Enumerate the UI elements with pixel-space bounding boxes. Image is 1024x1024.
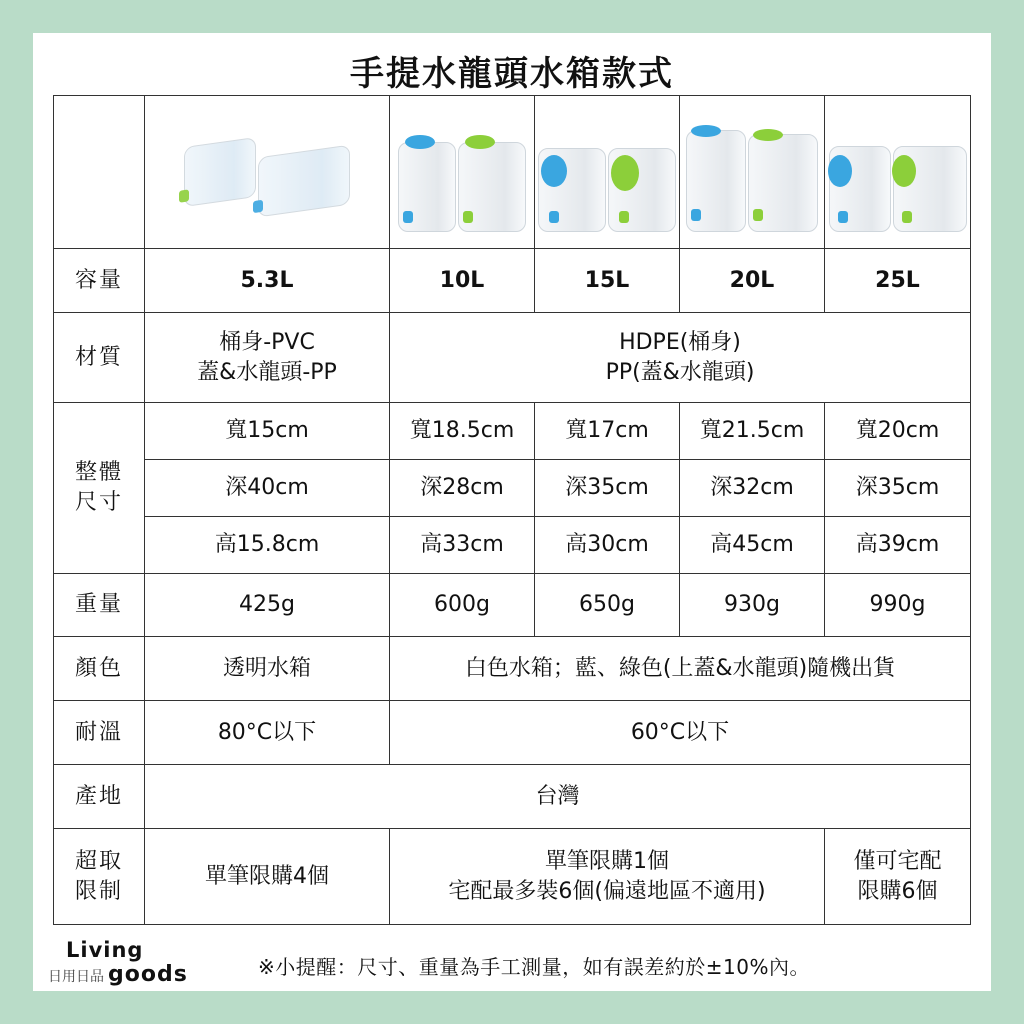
depth-value: 深40cm	[145, 460, 390, 517]
capacity-value: 15L	[535, 249, 680, 313]
photo-row	[54, 96, 971, 249]
dimension-height-row	[54, 517, 971, 574]
weight-value: 990g	[825, 574, 971, 637]
capacity-value: 10L	[390, 249, 535, 313]
weight-value: 600g	[390, 574, 535, 637]
logo-line2	[48, 962, 188, 987]
heat-large: 60°C以下	[390, 701, 971, 765]
origin-row	[54, 765, 971, 829]
color-label: 顏色	[54, 637, 145, 701]
spec-table	[53, 95, 971, 925]
corner-cell	[54, 96, 145, 249]
material-large: HDPE(桶身) PP(蓋&水龍頭)	[390, 313, 971, 403]
weight-value: 930g	[680, 574, 825, 637]
heat-label: 耐溫	[54, 701, 145, 765]
weight-label: 重量	[54, 574, 145, 637]
limit-mid: 單筆限購1個 宅配最多裝6個(偏遠地區不適用)	[390, 829, 825, 925]
material-label: 材質	[54, 313, 145, 403]
dimension-depth-row	[54, 460, 971, 517]
photo-15l	[535, 96, 680, 249]
photo-10l	[390, 96, 535, 249]
weight-value: 650g	[535, 574, 680, 637]
dimensions-label: 整體 尺寸	[54, 403, 145, 574]
width-value: 寬17cm	[535, 403, 680, 460]
height-value: 高45cm	[680, 517, 825, 574]
brand-logo	[48, 938, 188, 987]
limit-large: 僅可宅配 限購6個	[825, 829, 971, 925]
capacity-label: 容量	[54, 249, 145, 313]
depth-value: 深28cm	[390, 460, 535, 517]
logo-line1: Living	[66, 938, 144, 962]
logo-en: goods	[108, 962, 188, 987]
weight-row	[54, 574, 971, 637]
logo-cn: 日用日品	[48, 969, 104, 985]
limit-label: 超取 限制	[54, 829, 145, 925]
photo-20l	[680, 96, 825, 249]
width-value: 寬21.5cm	[680, 403, 825, 460]
color-small: 透明水箱	[145, 637, 390, 701]
width-value: 寬15cm	[145, 403, 390, 460]
footer-note: ※小提醒：尺寸、重量為手工測量，如有誤差約於±10%內。	[258, 955, 810, 979]
heat-row	[54, 701, 971, 765]
capacity-row	[54, 249, 971, 313]
origin-label: 產地	[54, 765, 145, 829]
color-row	[54, 637, 971, 701]
heat-small: 80°C以下	[145, 701, 390, 765]
capacity-value: 25L	[825, 249, 971, 313]
depth-value: 深35cm	[535, 460, 680, 517]
height-value: 高33cm	[390, 517, 535, 574]
depth-value: 深35cm	[825, 460, 971, 517]
height-value: 高39cm	[825, 517, 971, 574]
origin-value: 台灣	[145, 765, 971, 829]
capacity-value: 20L	[680, 249, 825, 313]
width-value: 寬20cm	[825, 403, 971, 460]
limit-small: 單筆限購4個	[145, 829, 390, 925]
photo-25l	[825, 96, 971, 249]
material-small: 桶身-PVC 蓋&水龍頭-PP	[145, 313, 390, 403]
photo-5-3l	[145, 96, 390, 249]
height-value: 高15.8cm	[145, 517, 390, 574]
height-value: 高30cm	[535, 517, 680, 574]
page-title: 手提水龍頭水箱款式	[350, 54, 674, 94]
width-value: 寬18.5cm	[390, 403, 535, 460]
material-row	[54, 313, 971, 403]
capacity-value: 5.3L	[145, 249, 390, 313]
color-large: 白色水箱；藍、綠色(上蓋&水龍頭)隨機出貨	[390, 637, 971, 701]
limit-row	[54, 829, 971, 925]
weight-value: 425g	[145, 574, 390, 637]
dimension-width-row	[54, 403, 971, 460]
depth-value: 深32cm	[680, 460, 825, 517]
